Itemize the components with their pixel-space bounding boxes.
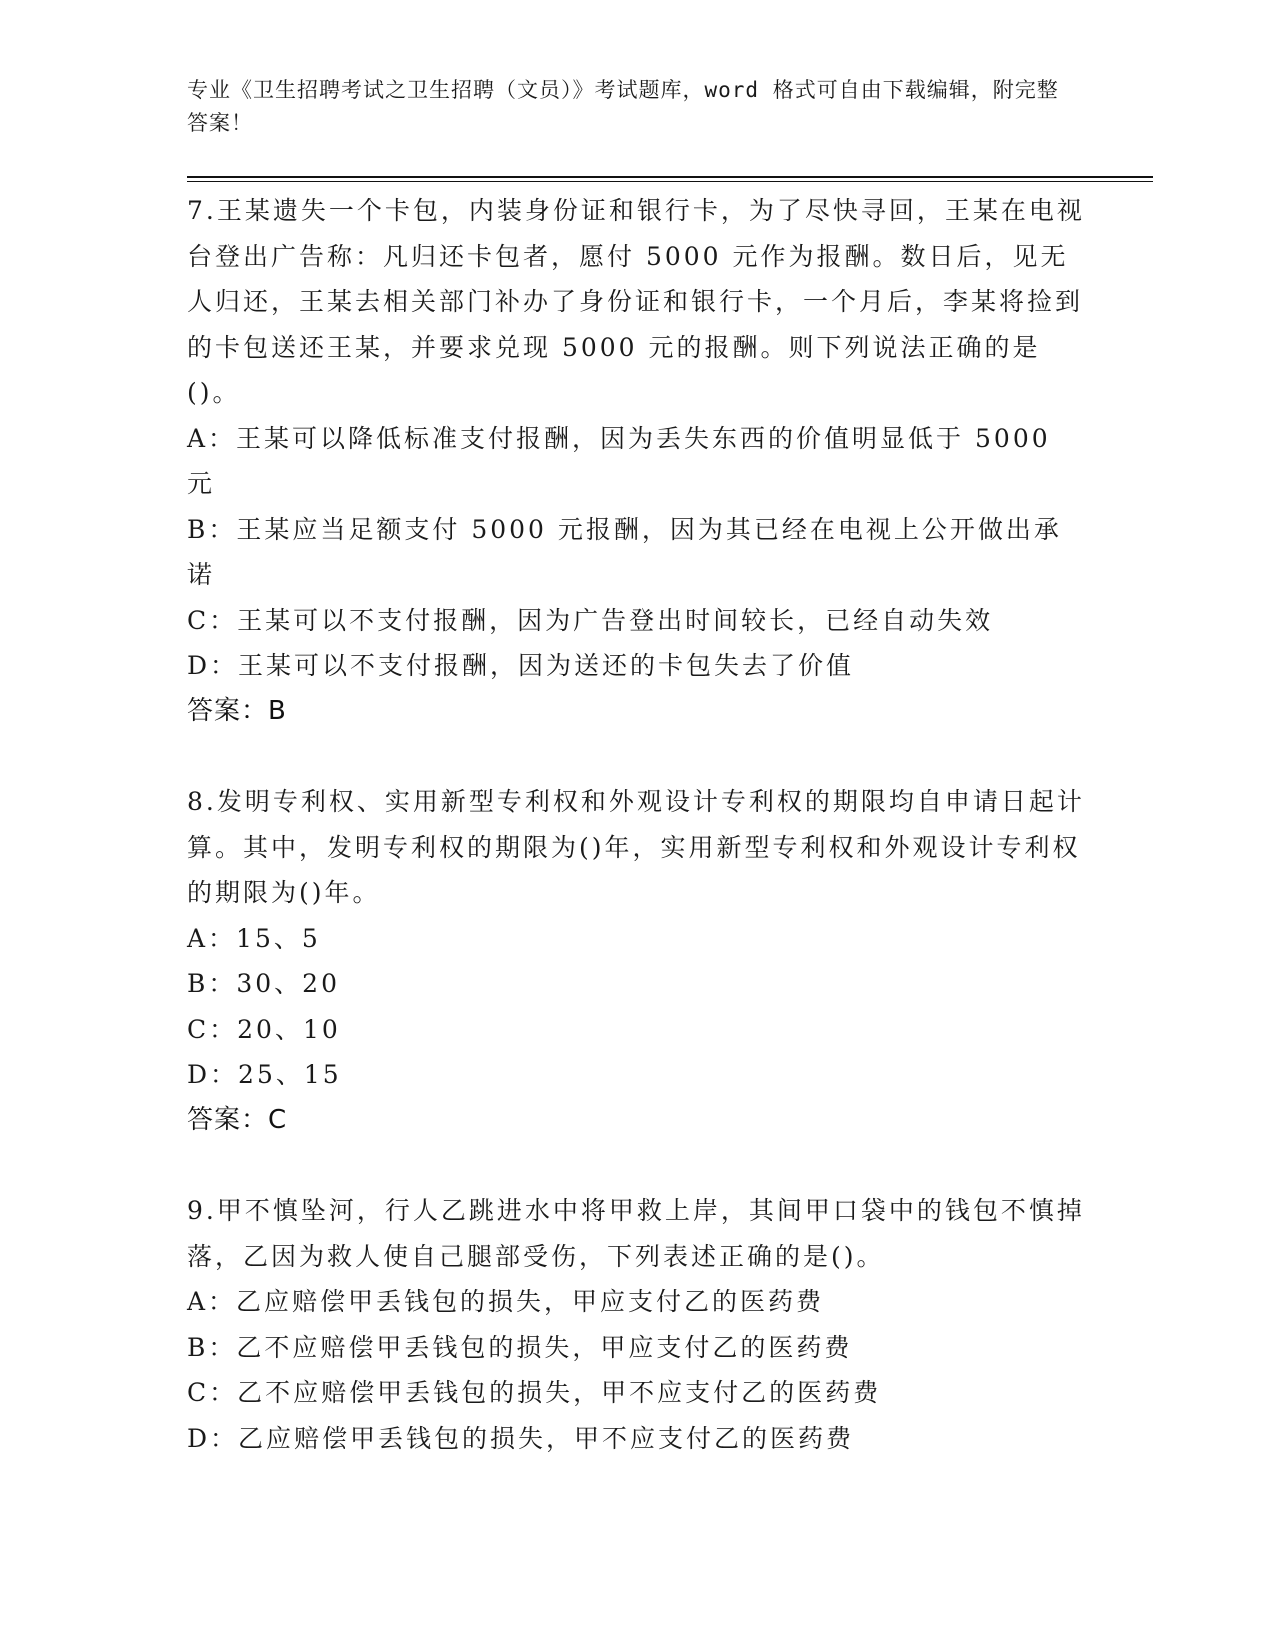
option-c: C：20、10 xyxy=(187,1014,341,1044)
option-b: B：30、20 xyxy=(187,969,340,998)
option-b: B：王某应当足额支付 5000 元报酬，因为其已经在电视上公开做出承诺 xyxy=(187,514,1062,589)
document-header: 专业《卫生招聘考试之卫生招聘（文员）》考试题库，word 格式可自由下载编辑，附完整答案！ xyxy=(187,78,1059,135)
option-d: D：25、15 xyxy=(187,1060,342,1089)
question-text: 8.发明专利权、实用新型专利权和外观设计专利权的期限均自申请日起计算。其中，发明专利权的期限为()年，实用新型专利权和外观设计专利权的期限为()年。 xyxy=(187,787,1085,907)
question-8 xyxy=(187,779,1087,1143)
option-b: B：乙不应赔偿甲丢钱包的损失，甲应支付乙的医药费 xyxy=(187,1332,853,1362)
question-7 xyxy=(187,188,1087,734)
question-9 xyxy=(187,1188,1087,1461)
header-divider-thin xyxy=(187,181,1153,182)
question-text: 7.王某遗失一个卡包，内装身份证和银行卡，为了尽快寻回，王某在电视台登出广告称：凡归还卡包者，愿付 5000 元作为报酬。数日后，见无人归还，王某去相关部门补办了身份证和银行卡，一个月后，李某将捡到的卡包送还王某，并要求兑现 5000 元的报酬。则下列说法正确的是()。 xyxy=(187,196,1085,407)
question-list xyxy=(187,188,1087,1461)
answer: 答案：C xyxy=(187,1104,288,1135)
option-d: D：乙应赔偿甲丢钱包的损失，甲不应支付乙的医药费 xyxy=(187,1423,855,1453)
option-c: C：王某可以不支付报酬，因为广告登出时间较长，已经自动失效 xyxy=(187,605,994,635)
question-spacer xyxy=(187,734,1087,779)
option-a: A：15、5 xyxy=(187,923,321,953)
option-a: A：乙应赔偿甲丢钱包的损失，甲应支付乙的医药费 xyxy=(187,1287,825,1316)
option-d: D：王某可以不支付报酬，因为送还的卡包失去了价值 xyxy=(187,651,855,680)
option-c: C：乙不应赔偿甲丢钱包的损失，甲不应支付乙的医药费 xyxy=(187,1378,882,1407)
question-text: 9.甲不慎坠河，行人乙跳进水中将甲救上岸，其间甲口袋中的钱包不慎掉落，乙因为救人使自己腿部受伤，下列表述正确的是()。 xyxy=(187,1196,1085,1271)
option-a: A：王某可以降低标准支付报酬，因为丢失东西的价值明显低于 5000 元 xyxy=(187,423,1051,498)
answer: 答案：B xyxy=(187,695,287,726)
header-divider-thick xyxy=(187,176,1153,178)
question-spacer xyxy=(187,1143,1087,1188)
